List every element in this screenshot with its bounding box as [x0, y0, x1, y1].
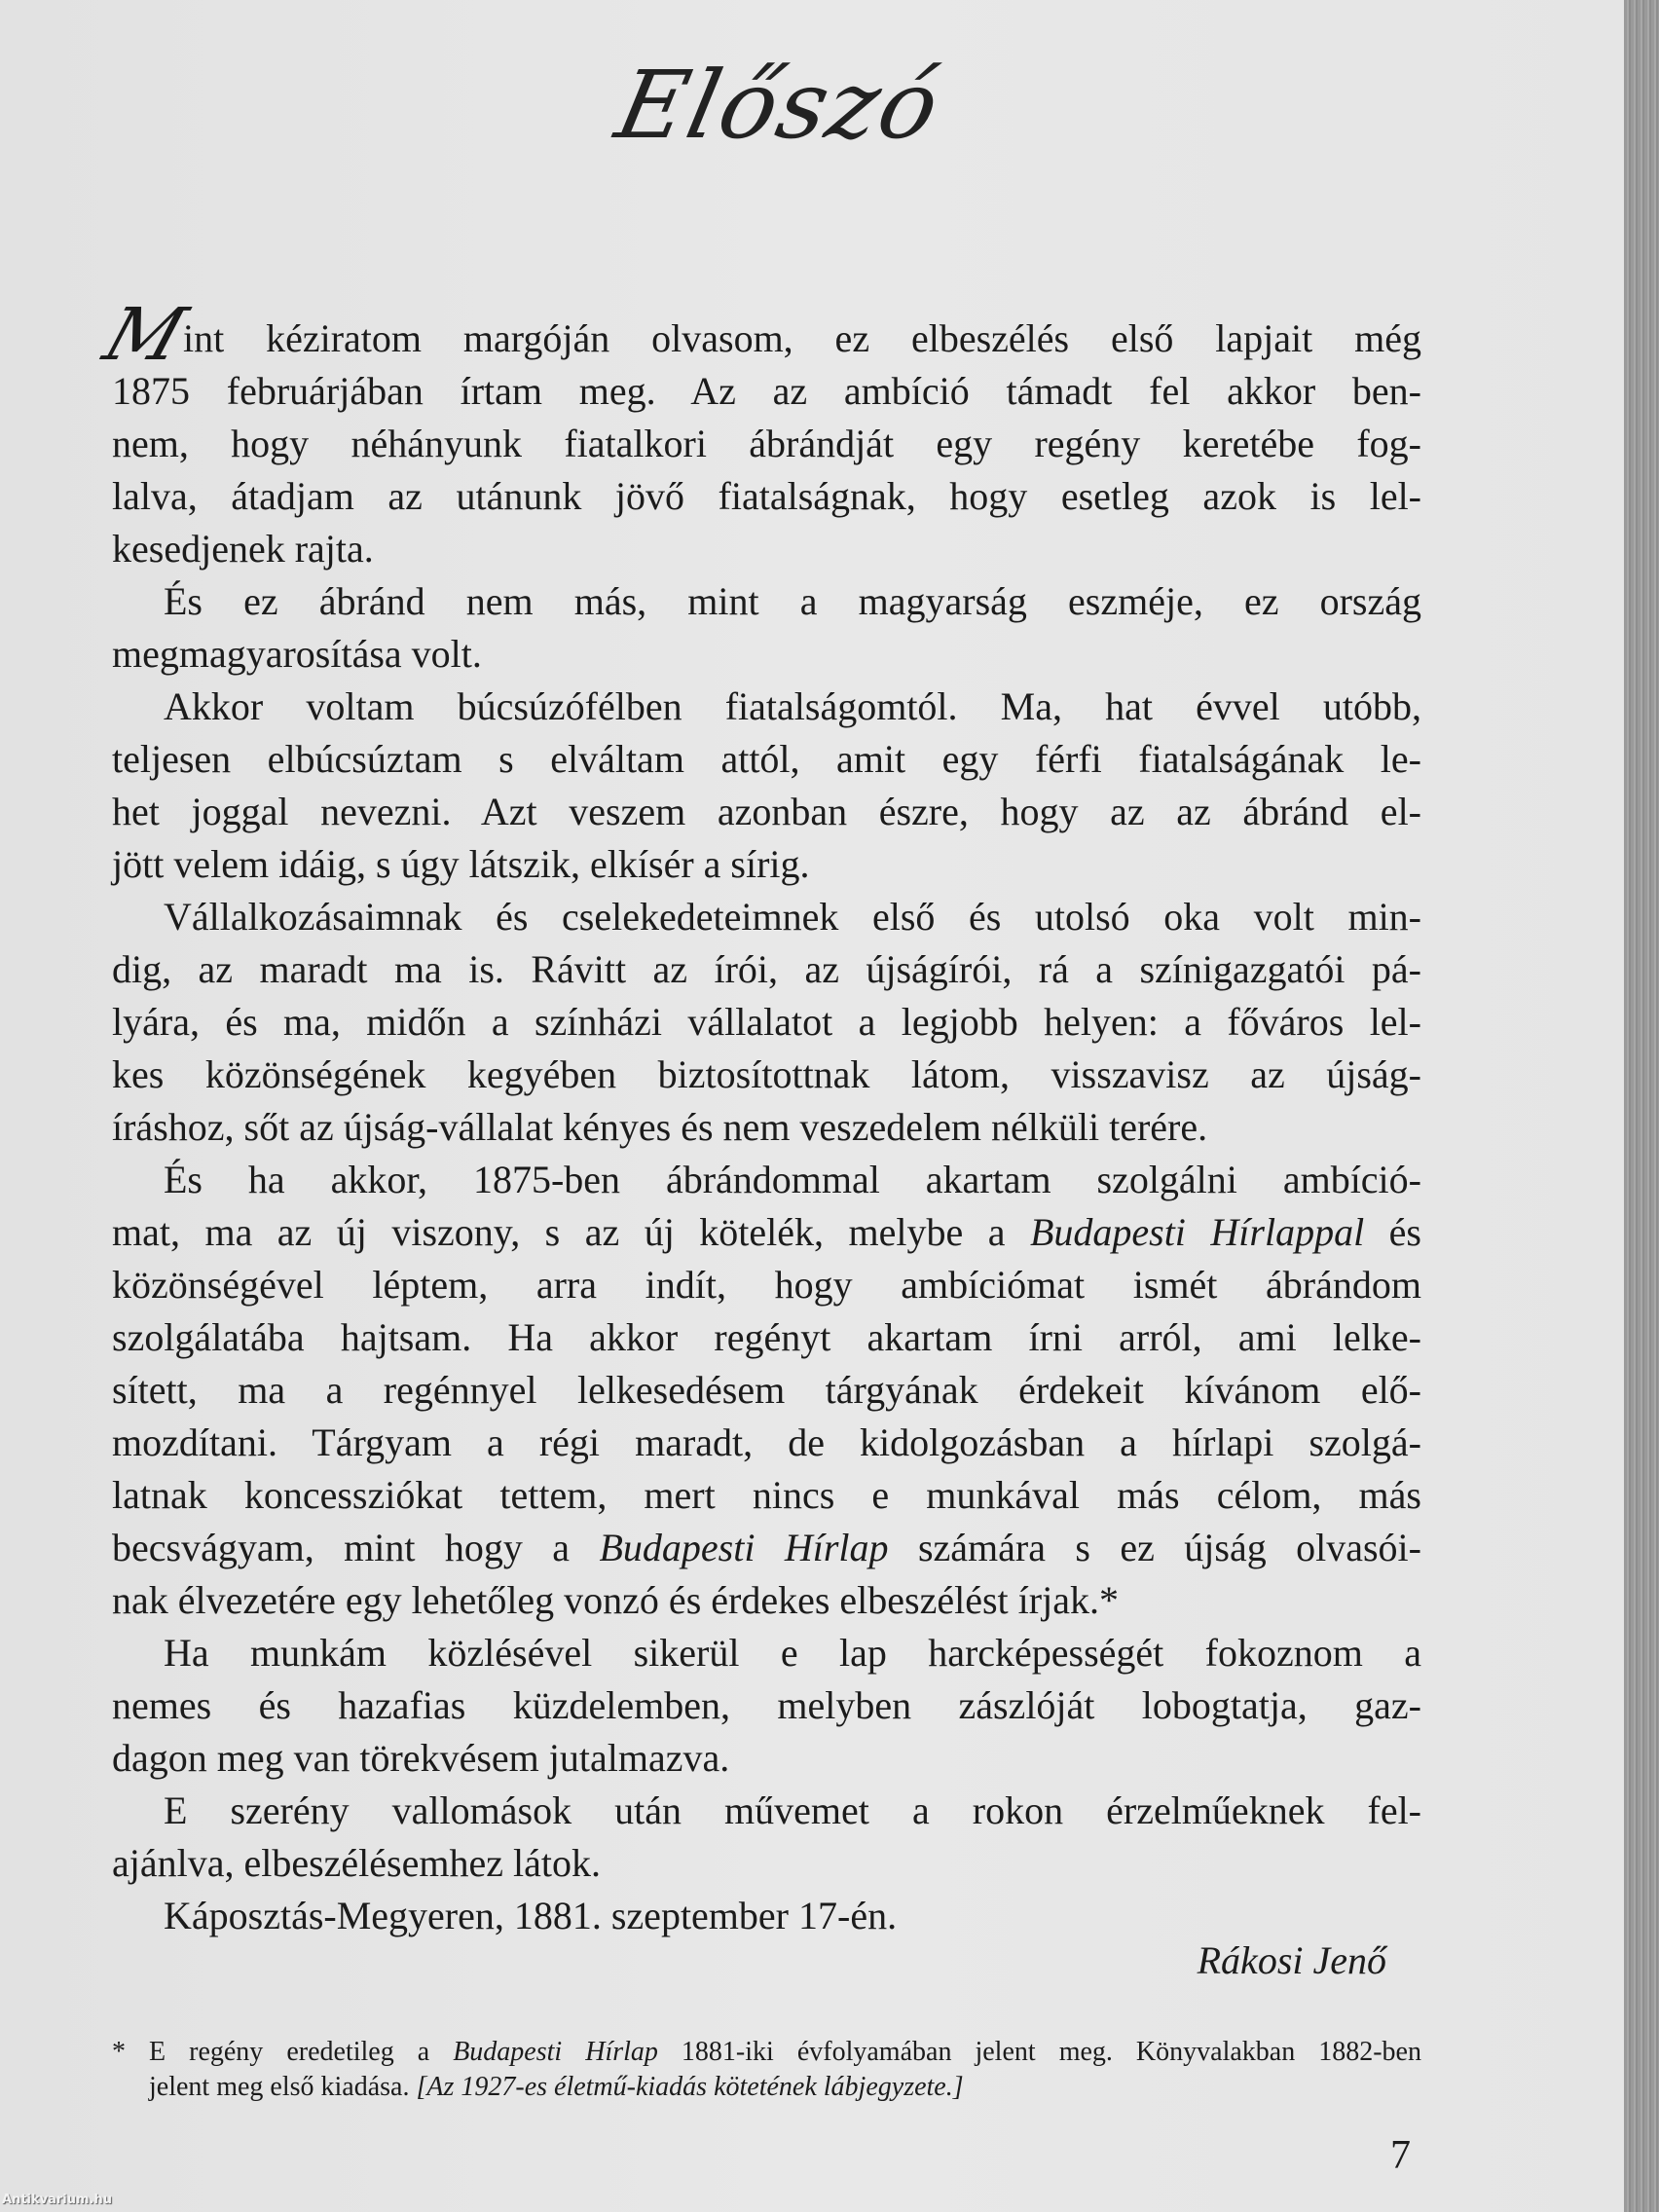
text-line [112, 1206, 1421, 1259]
text-line [112, 470, 1421, 523]
text-segment: dig, az maradt ma is. Rávitt az írói, az újságírói, rá a színigazgatói pá- [112, 947, 1421, 991]
text-segment: És ha akkor, 1875-ben ábrándommal akartam szolgálni ambíció- [164, 1158, 1421, 1201]
text-segment: íráshoz, sőt az újság-vállalat kényes és nem veszedelem nélküli terére. [112, 1105, 1208, 1149]
watermark: Antikvarium.hu [2, 2193, 112, 2207]
text-segment: jött velem idáig, s úgy látszik, elkísér a sírig. [112, 842, 810, 886]
text-line [112, 838, 1421, 891]
text-segment: nemes és hazafias küzdelemben, melyben zászlóját lobogtatja, gaz- [112, 1683, 1421, 1727]
text-segment: teljesen elbúcsúztam s elváltam attól, amit egy férfi fiatalságának le- [112, 737, 1421, 781]
text-segment: dagon meg van törekvésem jutalmazva. [112, 1736, 730, 1780]
text-segment: megmagyarosítása volt. [112, 632, 482, 676]
text-segment: És ez ábránd nem más, mint a magyarság eszméje, ez ország [164, 579, 1421, 623]
text-segment: latnak koncessziókat tettem, mert nincs e munkával más célom, más [112, 1473, 1421, 1517]
text-segment: és [1364, 1210, 1421, 1254]
text-segment: 1875 februárjában írtam meg. Az az ambíció támadt fel akkor ben- [112, 369, 1421, 413]
text-segment: nem, hogy néhányunk fiatalkori ábrándját egy regény keretébe fog- [112, 422, 1421, 465]
footnote-text: 1881-iki évfolyamában jelent meg. Könyvalakban 1882-ben [657, 2037, 1421, 2067]
footnote-text: E regény eredetileg a [149, 2037, 454, 2067]
text-line [94, 293, 1421, 377]
text-line [112, 1890, 1421, 1942]
text-line [112, 996, 1421, 1049]
text-line [112, 523, 1421, 575]
body-text [94, 293, 1421, 1942]
text-segment: sített, ma a regénnyel lelkesedésem tárgyának érdekeit kívánom elő- [112, 1368, 1421, 1412]
footnote [112, 2035, 1421, 2105]
text-line [112, 733, 1421, 786]
footnote-text: jelent meg első kiadása. [149, 2072, 417, 2102]
text-segment: számára s ez újság olvasói- [888, 1526, 1421, 1569]
text-line [112, 575, 1421, 628]
text-segment: mat, ma az új viszony, s az új kötelék, melybe a [112, 1210, 1030, 1254]
text-segment: het joggal nevezni. Azt veszem azonban észre, hogy az az ábránd el- [112, 790, 1421, 833]
footnote-line [149, 2035, 1421, 2070]
text-line [112, 681, 1421, 733]
text-line [112, 1417, 1421, 1469]
page-edges [1624, 0, 1659, 2212]
text-segment: Ha munkám közlésével sikerül e lap harcképességét fokoznom a [164, 1631, 1421, 1675]
text-segment: Akkor voltam búcsúzófélben fiatalságomtól. Ma, hat évvel utóbb, [164, 684, 1421, 728]
footnote-italic: [Az 1927-es életmű-kiadás kötetének lábjegyzete.] [416, 2072, 964, 2102]
text-line [112, 1732, 1421, 1785]
text-segment: közönségével léptem, arra indít, hogy ambíciómat ismét ábrándom [112, 1263, 1421, 1307]
author-signature: Rákosi Jenő [1197, 1938, 1386, 1982]
text-segment: lyára, és ma, midőn a színházi vállalatot a legjobb helyen: a főváros lel- [112, 1000, 1421, 1044]
text-segment: Vállalkozásaimnak és cselekedeteimnek első és utolsó oka volt min- [164, 895, 1421, 939]
drop-cap: M [94, 293, 196, 377]
page-number: 7 [1390, 2133, 1411, 2178]
text-line [112, 1101, 1421, 1154]
text-line [112, 1679, 1421, 1732]
text-segment: int kéziratom margóján olvasom, ez elbeszélés első lapjait még [183, 316, 1421, 360]
footnote-line [149, 2070, 1421, 2105]
text-line [112, 891, 1421, 943]
text-segment: szolgálatába hajtsam. Ha akkor regényt akartam írni arról, ami lelke- [112, 1315, 1421, 1359]
text-line [112, 1785, 1421, 1837]
text-line [112, 365, 1421, 418]
text-segment: kes közönségének kegyében biztosítottnak látom, visszavisz az újság- [112, 1052, 1421, 1096]
text-line [112, 1364, 1421, 1417]
text-segment: ajánlva, elbeszélésemhez látok. [112, 1841, 601, 1885]
text-line [112, 1627, 1421, 1679]
text-line [112, 628, 1421, 681]
italic-title: Budapesti Hírlap [599, 1526, 889, 1569]
text-line [112, 786, 1421, 838]
text-line [112, 1154, 1421, 1206]
footnote-italic: Budapesti Hírlap [453, 2037, 658, 2067]
text-line [112, 1469, 1421, 1522]
text-segment: E szerény vallomások után művemet a rokon érzelműeknek fel- [164, 1788, 1421, 1832]
text-line [112, 1522, 1421, 1574]
text-segment: kesedjenek rajta. [112, 527, 374, 571]
chapter-title: Előszó [607, 51, 951, 160]
text-line [112, 943, 1421, 996]
footnote-marker: * [112, 2037, 126, 2067]
text-line [112, 1574, 1421, 1627]
text-segment: Káposztás-Megyeren, 1881. szeptember 17-én. [164, 1894, 898, 1937]
text-segment: becsvágyam, mint hogy a [112, 1526, 600, 1569]
text-line [112, 1049, 1421, 1101]
text-segment: mozdítani. Tárgyam a régi maradt, de kidolgozásban a hírlapi szolgá- [112, 1420, 1421, 1464]
text-line [112, 1837, 1421, 1890]
text-line [112, 1311, 1421, 1364]
text-segment: nak élvezetére egy lehetőleg vonzó és érdekes elbeszélést írjak.* [112, 1578, 1119, 1622]
text-line [112, 1259, 1421, 1311]
text-line [112, 418, 1421, 470]
text-segment: lalva, átadjam az utánunk jövő fiatalságnak, hogy esetleg azok is lel- [112, 474, 1421, 518]
italic-title: Budapesti Hírlappal [1029, 1210, 1365, 1254]
